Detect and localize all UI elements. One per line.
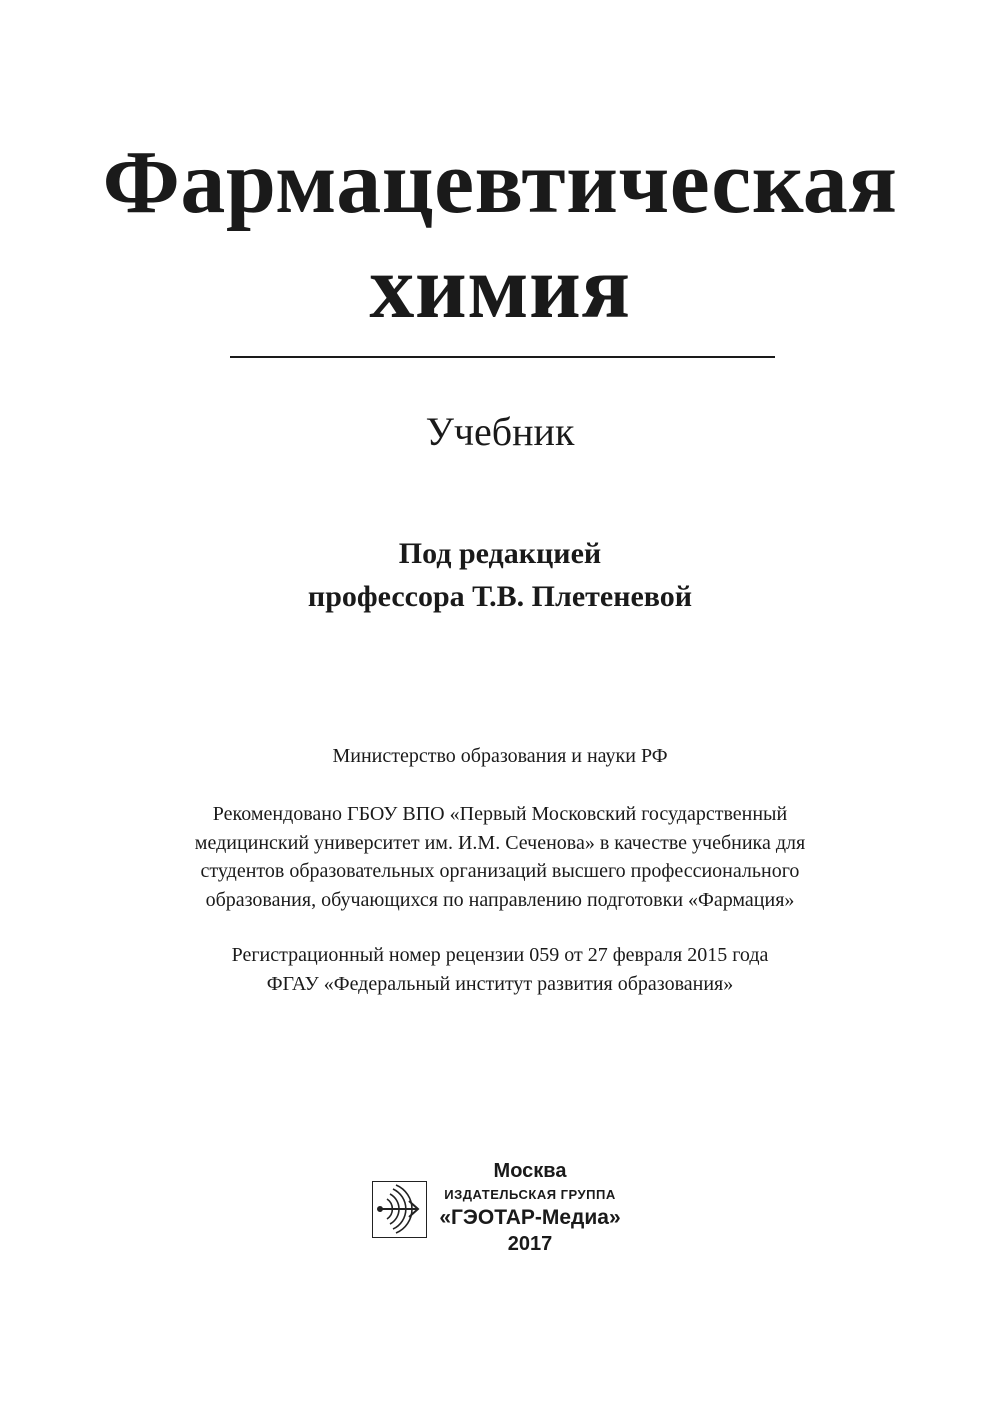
- recommendation-line: образования, обучающихся по направлению подготовки «Фармация»: [205, 888, 795, 911]
- recommendation-line: Рекомендовано ГБОУ ВПО «Первый Московский государственный: [212, 803, 788, 825]
- title-line-2: химия: [369, 238, 631, 337]
- publisher-city: Москва: [493, 1160, 567, 1182]
- publisher-logo-icon: [372, 1181, 427, 1238]
- registration-line: ФГАУ «Федеральный институт развития образования»: [266, 972, 734, 995]
- recommendation-line: студентов образовательных организаций высшего профессионального: [200, 860, 800, 882]
- registration: [0, 941, 1000, 998]
- publication-year: 2017: [507, 1233, 553, 1255]
- editor-line-1: Под редакцией: [398, 537, 602, 570]
- editor-line-2: профессора Т.В. Плетеневой: [307, 580, 693, 613]
- publisher-name: «ГЭОТАР-Медиа»: [439, 1206, 621, 1229]
- recommendation-line: медицинский университет им. И.М. Сеченова» в качестве учебника для: [194, 831, 806, 854]
- title-divider: [230, 356, 775, 358]
- publisher-group: ИЗДАТЕЛЬСКАЯ ГРУППА: [444, 1187, 616, 1202]
- registration-line: Регистрационный номер рецензии 059 от 27 февраля 2015 года: [231, 944, 769, 966]
- subtitle: Учебник: [425, 409, 575, 454]
- recommendation: [0, 800, 1000, 914]
- ministry: Министерство образования и науки РФ: [332, 745, 668, 767]
- title-line-1: Фармацевтическая: [102, 133, 898, 232]
